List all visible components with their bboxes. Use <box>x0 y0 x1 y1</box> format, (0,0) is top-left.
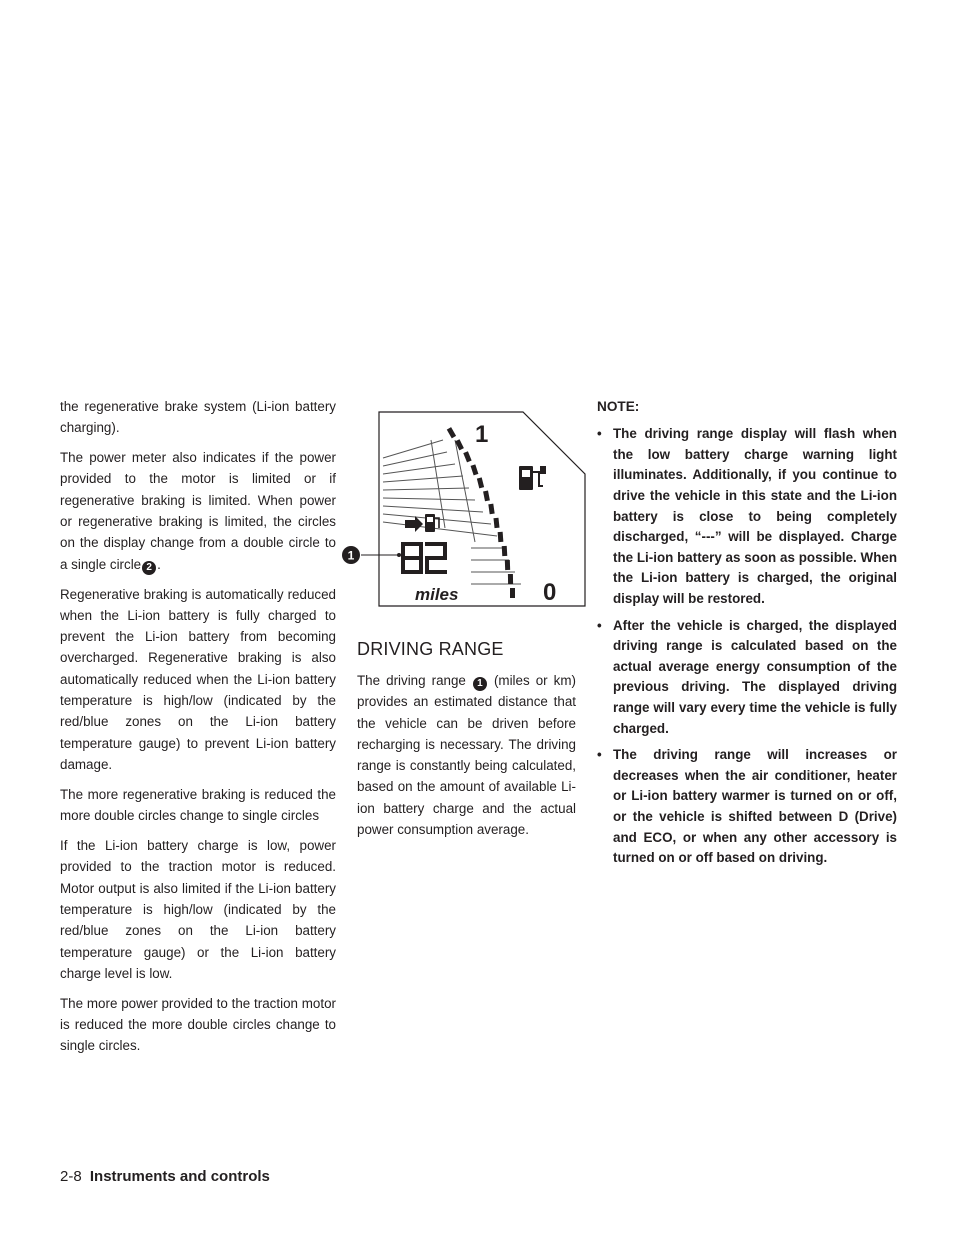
scale-full-label: 1 <box>475 421 489 448</box>
scale-empty-label: 0 <box>543 579 557 606</box>
column-middle <box>357 670 576 849</box>
column-right <box>597 396 897 875</box>
paragraph: The more power provided to the traction motor is reduced the more double circles change to single circles. <box>60 995 336 1054</box>
note-heading: NOTE: <box>597 399 640 414</box>
paragraph <box>60 447 336 575</box>
bullet: • <box>597 426 602 442</box>
callout-2: 2 <box>142 561 156 575</box>
paragraph-text: The driving range <box>357 673 466 688</box>
paragraph: The more regenerative braking is reduced the more double circles change to single circles <box>60 786 336 824</box>
paragraph: If the Li-ion battery charge is low, power provided to the traction motor is reduced. Motor output is also limited if the Li-ion battery temperature is high/low (indicated by the red/blue zones on the Li-ion battery temperature gauge) or the Li-ion battery charge level is low. <box>60 838 336 981</box>
paragraph-text: (miles or km) provides an estimated distance that the vehicle can be driven before recharging is necessary. The driving range is constantly being calculated, based on the amount of available Li-ion battery charge and the actual power consumption average. <box>357 673 576 838</box>
paragraph-text: The power meter also indicates if the power provided to the motor is limited or if regenerative braking is limited. When power or regenerative braking is limited, the circles on the display change from a double circle to a single circle <box>60 450 336 572</box>
list-item-text: After the vehicle is charged, the displayed driving range is calculated based on the actual average energy consumption of the previous driving. The displayed driving range will vary every time the vehicle is fully charged. <box>613 617 897 736</box>
paragraph <box>357 670 576 840</box>
figure-callout-1: 1 <box>347 548 355 563</box>
column-left <box>60 396 336 1065</box>
unit-label: miles <box>415 585 459 604</box>
callout-1: 1 <box>473 677 487 691</box>
list-item <box>597 424 897 609</box>
list-item <box>597 616 897 740</box>
list-item-text: The driving range display will flash when the low battery charge warning light illuminates. Additionally, if you continue to drive the vehicle in this state and the Li-ion battery is close to being completely discharged, “---” will be displayed. Charge the Li-ion battery as soon as possible. When the Li-ion battery is charged, the original display will be restored. <box>613 426 897 607</box>
bullet: • <box>597 617 602 633</box>
driving-range-display-figure <box>335 410 587 610</box>
note-list <box>597 424 897 868</box>
list-item-text: The driving range will increases or decreases when the air conditioner, heater or Li-ion battery warmer is turned on or off, or the vehicle is shifted between D (Drive) and ECO, or when any other accessory is turned on or off based on driving. <box>613 747 897 866</box>
paragraph: the regenerative brake system (Li-ion battery charging). <box>60 399 336 436</box>
page-footer <box>60 1168 270 1185</box>
list-item <box>597 745 897 869</box>
callout-suffix: . <box>157 556 161 572</box>
paragraph: Regenerative braking is automatically reduced when the Li-ion battery is fully charged to prevent the Li-ion battery from becoming overcharged. Regenerative braking is also automatically reduced when the Li-ion battery temperature is high/low (indicated by the red/blue zones on the Li-ion battery temperature gauge) to prevent Li-ion battery damage. <box>60 586 336 772</box>
bullet: • <box>597 747 602 763</box>
section-heading: DRIVING RANGE <box>357 639 504 659</box>
section-title: Instruments and controls <box>89 1168 270 1185</box>
page-number: 2-8 <box>60 1168 82 1185</box>
